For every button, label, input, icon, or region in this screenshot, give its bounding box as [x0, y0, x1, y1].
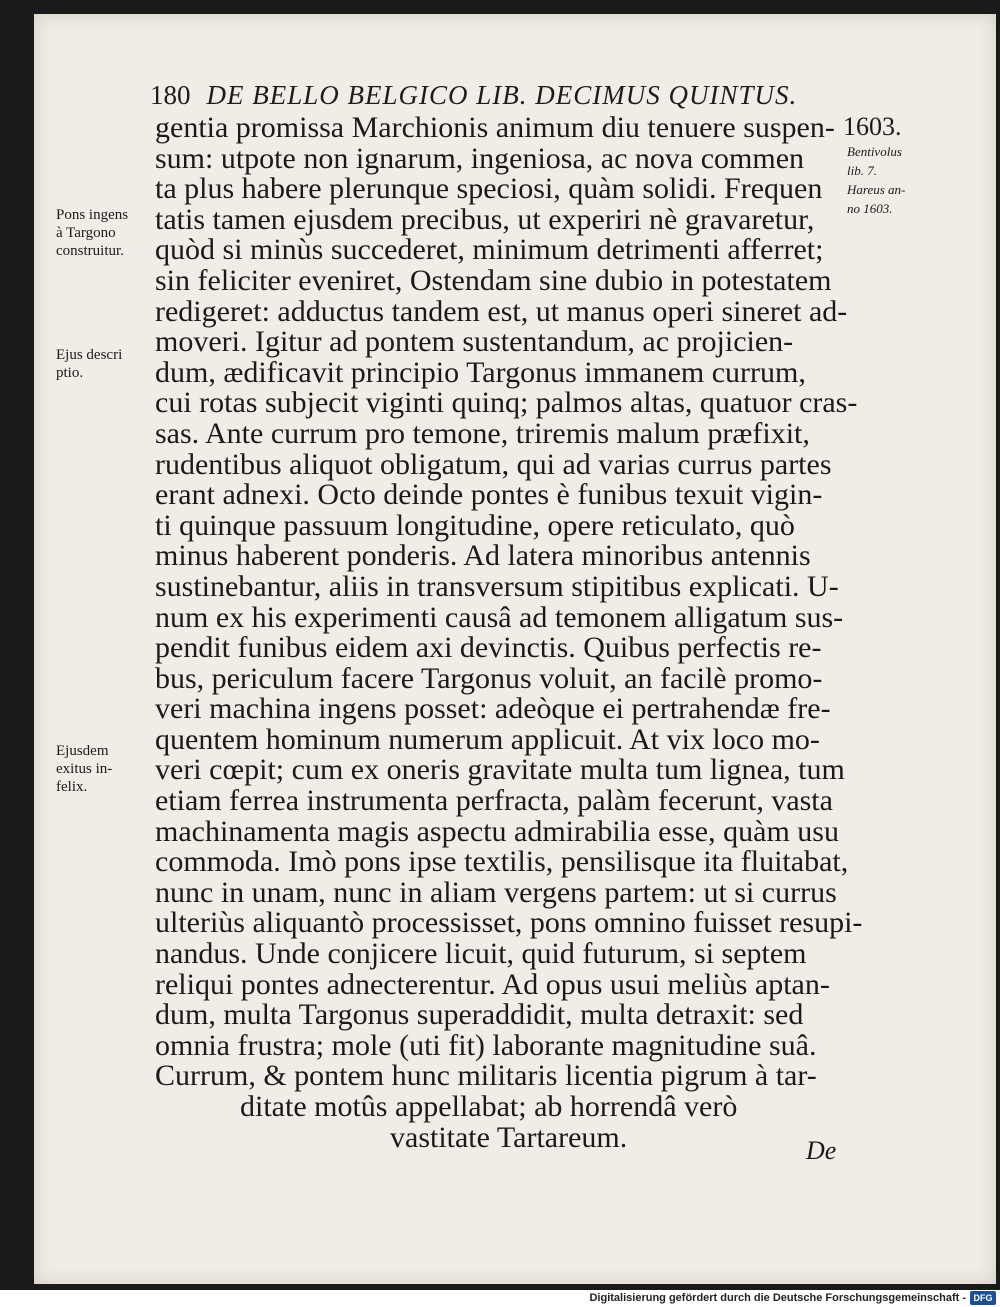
text-line: sum: utpote non ignarum, ingeniosa, ac nova commen [155, 141, 805, 175]
text-line: ti quinque passuum longitudine, opere reticulato, quò [155, 508, 795, 542]
margin-note-exitus [56, 742, 156, 796]
text-line: erant adnexi. Octo deinde pontes è funibus texuit vigin- [155, 478, 823, 512]
footer-credit: Digitalisierung gefördert durch die Deutsche Forschungsgemeinschaft - [589, 1292, 966, 1304]
text-line: veri machina ingens posset: adeòque ei pertrahendæ fre- [155, 692, 831, 726]
page-number: 180 [150, 80, 191, 110]
text-line: ulteriùs aliquantò processisset, pons omnino fuisset resupi- [155, 906, 863, 940]
margin-ref-line: Bentivolus [847, 144, 902, 159]
text-line: moveri. Igitur ad pontem sustentandum, ac projicien- [155, 325, 794, 359]
text-line: tatis tamen ejusdem precibus, ut experiri nè gravaretur, [155, 202, 815, 236]
text-line: cui rotas subjecit viginti quinq; palmos altas, quatuor cras- [155, 386, 858, 420]
text-line: rudentibus aliquot obligatum, qui ad varias currus partes [155, 447, 832, 481]
text-line: machinamenta magis aspectu admirabilia esse, quàm usu [155, 814, 839, 848]
margin-note-line: Ejus descri [56, 347, 123, 363]
running-head: DE BELLO BELGICO LIB. DECIMUS QUINTUS. [206, 80, 798, 110]
margin-note-line: ptio. [56, 365, 84, 381]
text-line: omnia frustra; mole (uti fit) laborante magnitudine suâ. [155, 1028, 817, 1062]
margin-note-line: à Targono [56, 225, 116, 241]
margin-note-descriptio [56, 346, 156, 382]
text-line: nunc in unam, nunc in aliam vergens partem: ut si currus [155, 875, 837, 909]
dfg-logo-icon: DFG [970, 1291, 996, 1305]
text-line: gentia promissa Marchionis animum diu tenuere suspen- [155, 111, 835, 144]
catchword: De [806, 1136, 837, 1165]
text-line: ta plus habere plerunque speciosi, quàm solidi. Frequen [155, 172, 823, 206]
text-line: ditate motûs appellabat; ab horrendâ verò [240, 1090, 738, 1123]
margin-note-line: felix. [56, 779, 88, 795]
margin-ref-line: no 1603. [847, 201, 893, 216]
page-header [150, 80, 810, 114]
margin-note-pons [56, 206, 156, 260]
text-line: pendit funibus eidem axi devinctis. Quibus perfectis re- [155, 631, 822, 665]
margin-note-right [843, 112, 953, 218]
margin-ref-line: Hareus an- [847, 182, 906, 197]
margin-note-line: Ejusdem [56, 743, 109, 759]
margin-year: 1603. [843, 112, 902, 141]
text-line: minus haberent ponderis. Ad latera minoribus antennis [155, 539, 811, 573]
text-line: etiam ferrea instrumenta perfracta, palàm fecerunt, vasta [155, 784, 833, 818]
text-line: Currum, & pontem hunc militaris licentia pigrum à tar- [155, 1059, 817, 1093]
text-line: sin feliciter eveniret, Ostendam sine dubio in potestatem [155, 263, 832, 297]
text-line: vastitate Tartareum. [390, 1120, 628, 1154]
text-line: quòd si minùs succederet, minimum detrimenti afferret; [155, 233, 824, 267]
text-line: quentem hominum numerum applicuit. At vix loco mo- [155, 722, 820, 756]
text-line: sustinebantur, aliis in transversum stipitibus explicati. U- [155, 569, 839, 603]
margin-note-line: Pons ingens [56, 207, 129, 223]
text-line: sas. Ante currum pro temone, triremis malum præfixit, [155, 416, 810, 450]
margin-note-line: construitur. [56, 243, 124, 259]
text-line: nandus. Unde conjicere licuit, quid futurum, si septem [155, 937, 807, 971]
text-line: reliqui pontes adnecterentur. Ad opus usui meliùs aptan- [155, 967, 830, 1001]
text-line: dum, multa Targonus superaddidit, multa detraxit: sed [155, 998, 804, 1032]
text-line: redigeret: adductus tandem est, ut manus operi sineret ad- [155, 294, 848, 328]
text-line: dum, ædificavit principio Targonus immanem currum, [155, 355, 806, 389]
text-line: veri cœpit; cum ex oneris gravitate multa tum lignea, tum [155, 753, 845, 787]
margin-ref-line: lib. 7. [847, 163, 877, 178]
text-line: commoda. Imò pons ipse textilis, pensilisque ita fluitabat, [155, 845, 849, 879]
margin-note-line: exitus in- [56, 761, 113, 777]
text-line: num ex his experimenti causâ ad temonem alligatum sus- [155, 600, 844, 634]
text-line: bus, periculum facere Targonus voluit, an facilè promo- [155, 661, 823, 695]
